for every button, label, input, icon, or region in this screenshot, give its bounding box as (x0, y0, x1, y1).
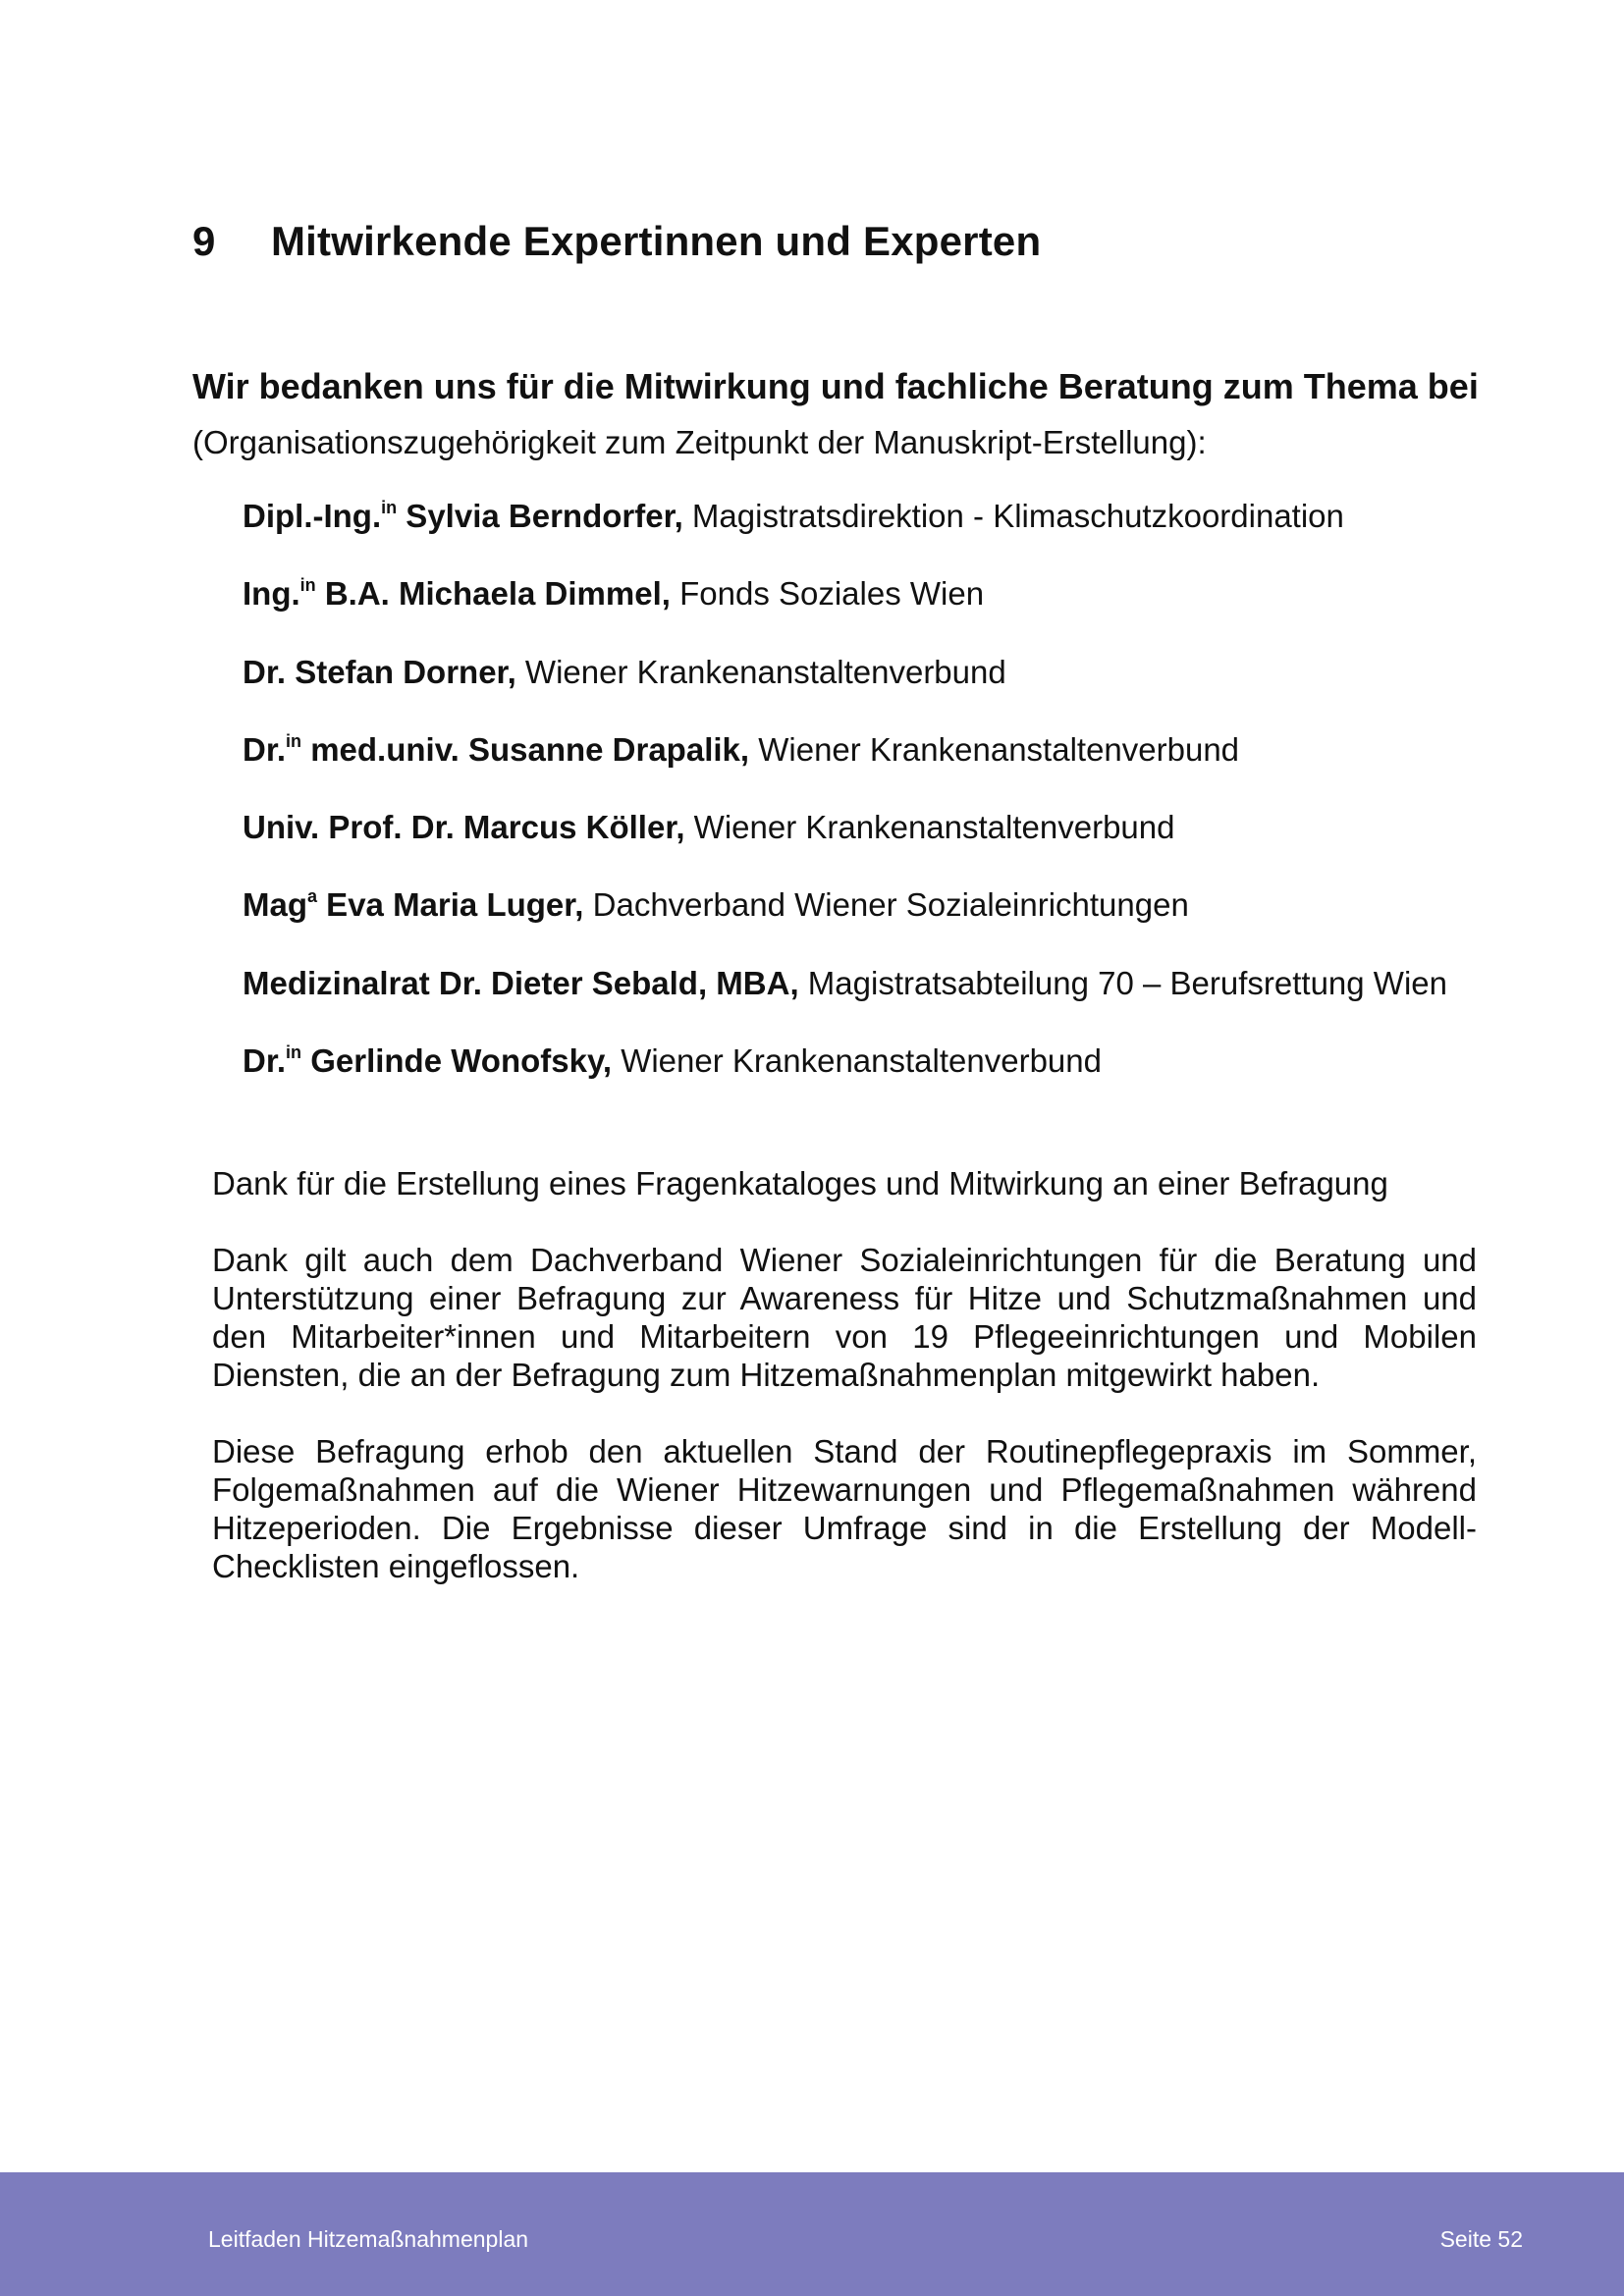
paragraph: Dank gilt auch dem Dachverband Wiener Sozialeinrichtungen für die Beratung und Unterstützung einer Befragung zur Awareness für Hitze und Schutzmaßnahmen und den Mitarbeiter*innen und Mitarbeitern von 19 Pflegeeinrichtungen und Mobilen Diensten, die an der Befragung zum Hitzemaßnahmenplan mitgewirkt haben. (212, 1242, 1477, 1393)
expert-item (243, 489, 1548, 566)
expert-name-part: Dr. (243, 730, 287, 768)
section-heading (192, 218, 1041, 265)
expert-name-sup: in (286, 1042, 302, 1063)
expert-name-rest: med.univ. Susanne Drapalik, (301, 730, 750, 768)
intro-paragraph (192, 359, 1498, 470)
expert-item (243, 566, 1548, 644)
expert-name-part: Univ. Prof. Dr. Marcus Köller, (243, 809, 685, 846)
paragraph: Dank für die Erstellung eines Fragenkataloges und Mitwirkung an einer Befragung (212, 1165, 1388, 1201)
expert-name-part: Dr. (243, 1042, 287, 1080)
footer-page-number: Seite 52 (1439, 2226, 1523, 2252)
expert-item (243, 722, 1548, 800)
expert-name-rest: Gerlinde Wonofsky, (301, 1042, 613, 1080)
expert-name-rest: Sylvia Berndorfer, (397, 498, 683, 534)
expert-name-part: Mag (243, 886, 307, 924)
expert-organisation: Fonds Soziales Wien (670, 575, 985, 613)
expert-organisation: Magistratsdirektion - Klimaschutzkoordination (682, 498, 1344, 534)
paragraph: Diese Befragung erhob den aktuellen Stand der Routinepflegepraxis im Sommer, Folgemaßnahmen auf die Wiener Hitzewarnungen und Pflegemaßnahmen während Hitzeperioden. Die Ergebnisse dieser Umfrage sind in die Erstellung der Modell-Checklisten eingeflossen. (212, 1433, 1477, 1584)
expert-name-part: Medizinalrat Dr. Dieter Sebald, MBA, (243, 964, 799, 1001)
expert-organisation: Wiener Krankenanstaltenverbund (684, 809, 1175, 846)
section-number: 9 (192, 218, 216, 264)
expert-name-part: Dr. Stefan Dorner, (243, 653, 516, 690)
expert-organisation: Dachverband Wiener Sozialeinrichtungen (583, 886, 1189, 924)
expert-name-sup: a (307, 886, 318, 907)
expert-item (243, 878, 1548, 955)
expert-name-rest: Eva Maria Luger, (317, 886, 584, 924)
expert-name-part: Dipl.-Ing. (243, 498, 382, 534)
expert-name-sup: in (286, 730, 302, 751)
expert-organisation: Magistratsabteilung 70 – Berufsrettung Wien (798, 964, 1447, 1001)
section-title: Mitwirkende Expertinnen und Experten (271, 218, 1042, 264)
acknowledgement-text (212, 1164, 1477, 1624)
expert-name-rest: B.A. Michaela Dimmel, (315, 575, 671, 613)
expert-name-sup: in (299, 575, 316, 596)
expert-item (243, 800, 1548, 878)
expert-organisation: Wiener Krankenanstaltenverbund (749, 730, 1240, 768)
expert-name-sup: in (381, 498, 398, 517)
expert-item (243, 1034, 1548, 1111)
expert-item (243, 956, 1548, 1034)
intro-note: (Organisationszugehörigkeit zum Zeitpunkt der Manuskript-Erstellung): (192, 424, 1207, 460)
expert-organisation: Wiener Krankenanstaltenverbund (515, 653, 1006, 690)
footer-document-title: Leitfaden Hitzemaßnahmenplan (208, 2226, 529, 2252)
expert-list (243, 489, 1548, 1111)
expert-organisation: Wiener Krankenanstaltenverbund (612, 1042, 1102, 1080)
expert-item (243, 645, 1548, 722)
intro-bold-text: Wir bedanken uns für die Mitwirkung und fachliche Beratung zum Thema bei (192, 366, 1479, 406)
expert-name-part: Ing. (243, 575, 300, 613)
